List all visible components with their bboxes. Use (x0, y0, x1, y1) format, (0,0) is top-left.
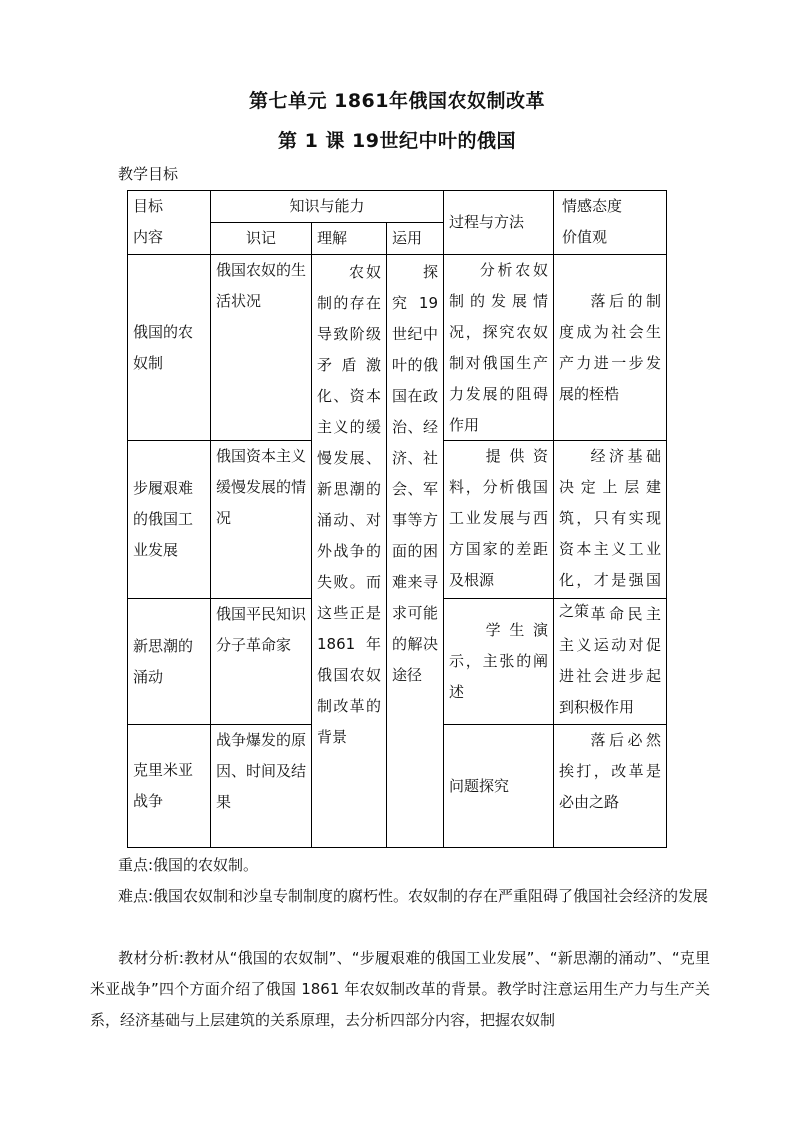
row-recall: 战争爆发的原因、时间及结果 (211, 725, 312, 848)
header-target-content: 目标 内容 (128, 191, 211, 255)
row-emotion: 经济基础决定上层建筑，只有实现资本主义工业化，才是强国之策 (554, 441, 667, 599)
understand-merged-cell: 农奴制的存在导致阶级矛盾激化、资本主义的缓慢发展、新思潮的涌动、对外战争的失败。而这些正是1861年俄国农奴制改革的背景 (312, 255, 387, 848)
row-process: 学生演示，主张的阐述 (444, 599, 554, 725)
header-knowledge-ability: 知识与能力 (211, 191, 444, 223)
header-emotion-values: 情感态度 价值观 (554, 191, 667, 255)
lesson-title: 第 1 课 19世纪中叶的俄国 (277, 130, 516, 152)
row-topic: 克里米亚战争 (128, 725, 211, 848)
row-recall: 俄国平民知识分子革命家 (211, 599, 312, 725)
row-emotion: 落后的制度成为社会生产力进一步发展的桎梏 (554, 255, 667, 441)
teaching-goals-table (127, 190, 667, 848)
row-process: 提供资料，分析俄国工业发展与西方国家的差距及根源 (444, 441, 554, 599)
row-recall: 俄国资本主义缓慢发展的情况 (211, 441, 312, 599)
header-understand: 理解 (312, 223, 387, 255)
apply-merged-cell: 探究19世纪中叶的俄国在政治、经济、社会、军事等方面的困难来寻求可能的解决途径 (387, 255, 444, 848)
row-topic: 步履艰难的俄国工业发展 (128, 441, 211, 599)
analysis-paragraph: 教材分析:教材从“俄国的农奴制”、“步履艰难的俄国工业发展”、“新思潮的涌动”、“克里米亚战争”四个方面介绍了俄国 1861 年农奴制改革的背景。教学时注意运用生产力与生产关系，经济基础与上层建筑的关系原理，去分析四部分内容，把握农奴制 (90, 949, 710, 1029)
row-emotion: 革命民主主义运动对促进社会进步起到积极作用 (554, 599, 667, 725)
header-apply: 运用 (387, 223, 444, 255)
row-process: 问题探究 (444, 725, 554, 848)
row-topic: 新思潮的涌动 (128, 599, 211, 725)
key-point: 重点:俄国的农奴制。 (118, 856, 259, 874)
row-process: 分析农奴制的发展情况，探究农奴制对俄国生产力发展的阻碍作用 (444, 255, 554, 441)
header-process-method: 过程与方法 (444, 191, 554, 255)
difficulty-paragraph: 难点:俄国农奴制和沙皇专制制度的腐朽性。农奴制的存在严重阻碍了俄国社会经济的发展 (118, 887, 709, 905)
header-recall: 识记 (211, 223, 312, 255)
teaching-goals-caption: 教学目标 (118, 165, 179, 183)
row-emotion: 落后必然挨打，改革是必由之路 (554, 725, 667, 848)
unit-title: 第七单元 1861年俄国农奴制改革 (249, 90, 545, 112)
row-topic: 俄国的农奴制 (128, 255, 211, 441)
row-recall: 俄国农奴的生活状况 (211, 255, 312, 441)
